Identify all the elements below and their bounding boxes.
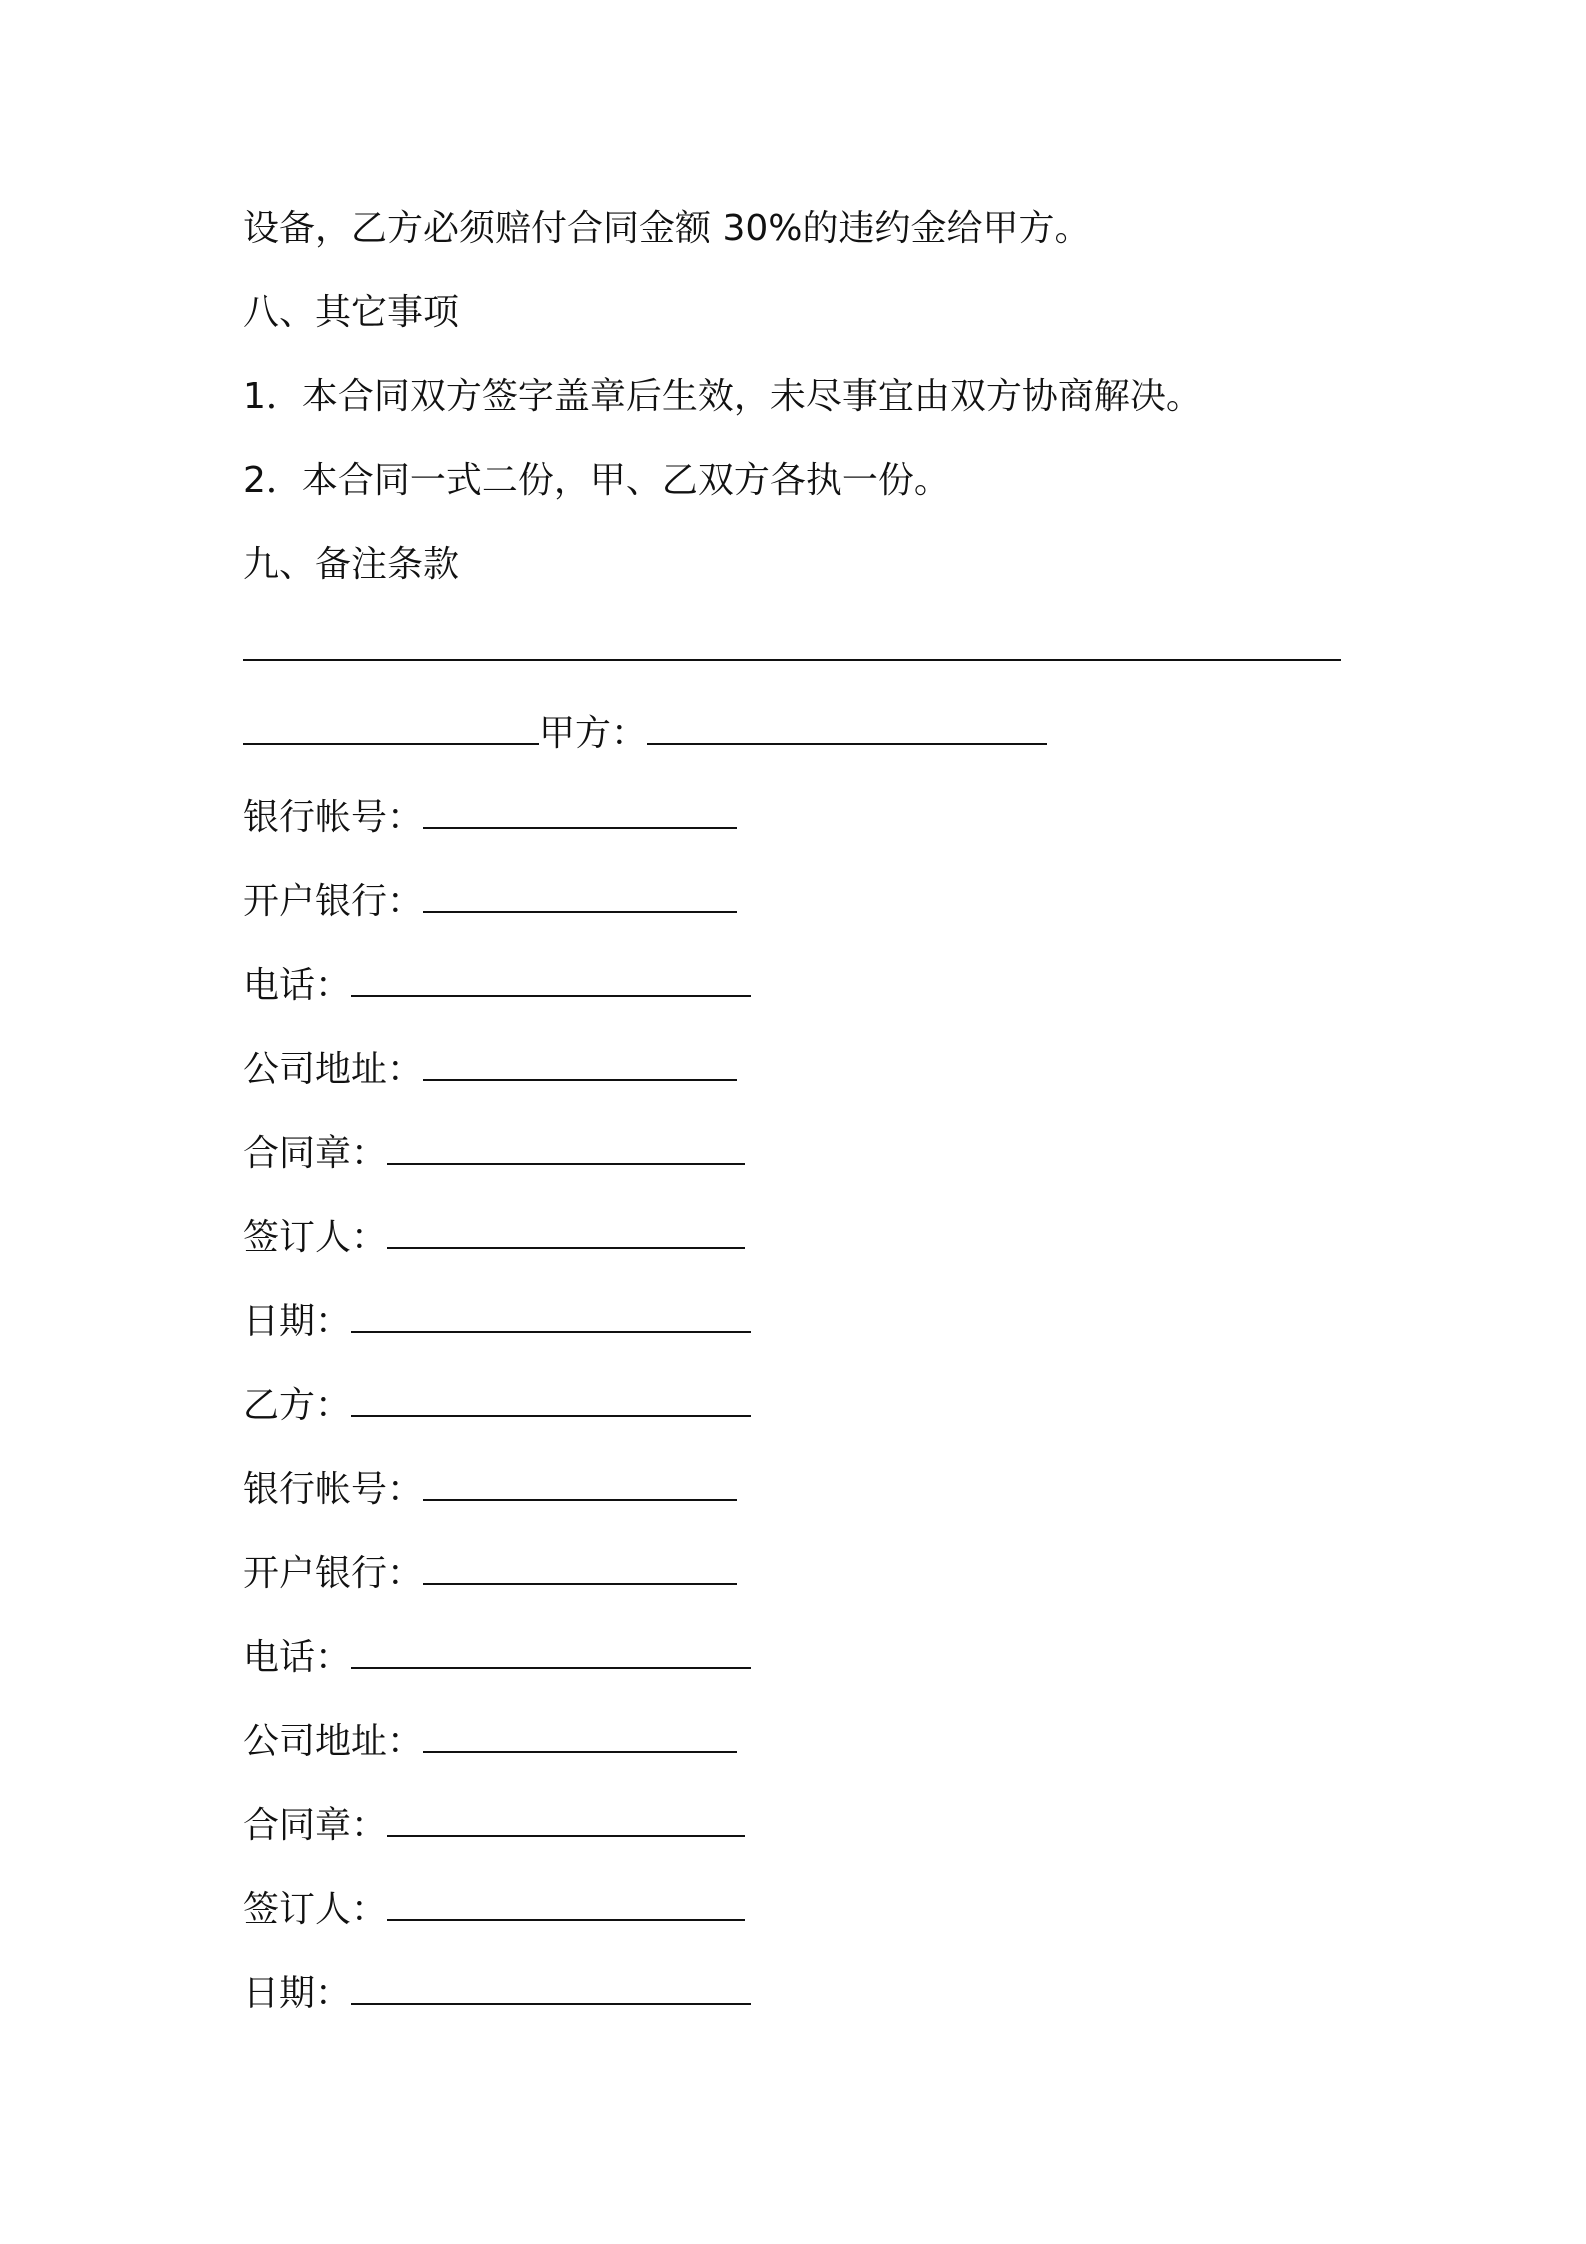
party-a-bank-account-label: 银行帐号：	[243, 797, 424, 838]
party-a-seal-row	[243, 1129, 745, 1177]
party-b-bank-account-row	[243, 1465, 737, 1513]
party-b-seal-blank[interactable]	[387, 1801, 745, 1837]
party-b-bank-row	[243, 1549, 737, 1597]
party-a-address-label: 公司地址：	[243, 1049, 424, 1090]
party-b-address-row	[243, 1717, 737, 1765]
party-a-signer-blank[interactable]	[387, 1213, 745, 1249]
party-a-seal-label: 合同章：	[243, 1133, 388, 1174]
party-a-bank-label: 开户银行：	[243, 881, 424, 922]
party-b-signer-label: 签订人：	[243, 1889, 388, 1930]
party-b-date-label: 日期：	[243, 1973, 352, 2014]
party-a-date-label: 日期：	[243, 1301, 352, 1342]
section-9-title: 九、备注条款	[243, 544, 460, 585]
clause-8-item-1: 1．本合同双方签字盖章后生效，未尽事宜由双方协商解决。	[243, 376, 1202, 417]
party-a-phone-blank[interactable]	[351, 961, 751, 997]
party-b-date-row	[243, 1969, 751, 2017]
party-b-blank[interactable]	[351, 1381, 751, 1417]
party-b-seal-row	[243, 1801, 745, 1849]
party-a-phone-label: 电话：	[243, 965, 352, 1006]
party-a-address-blank[interactable]	[423, 1045, 737, 1081]
party-b-bank-account-label: 银行帐号：	[243, 1469, 424, 1510]
party-a-label: 甲方：	[539, 713, 648, 754]
party-b-signer-row	[243, 1885, 745, 1933]
party-a-bank-row	[243, 877, 737, 925]
party-a-signer-label: 签订人：	[243, 1217, 388, 1258]
penalty-clause-tail: 设备，乙方必须赔付合同金额 30%的违约金给甲方。	[243, 208, 1091, 249]
clause-8-item-2: 2．本合同一式二份，甲、乙双方各执一份。	[243, 460, 950, 501]
party-a-date-blank[interactable]	[351, 1297, 751, 1333]
remarks-line	[243, 625, 1341, 673]
remarks-blank[interactable]	[243, 625, 1341, 661]
party-b-signer-blank[interactable]	[387, 1885, 745, 1921]
party-b-address-blank[interactable]	[423, 1717, 737, 1753]
party-a-signer-row	[243, 1213, 745, 1261]
party-a-seal-blank[interactable]	[387, 1129, 745, 1165]
party-a-date-row	[243, 1297, 751, 1345]
party-b-date-blank[interactable]	[351, 1969, 751, 2005]
party-b-seal-label: 合同章：	[243, 1805, 388, 1846]
party-b-address-label: 公司地址：	[243, 1721, 424, 1762]
party-b-phone-blank[interactable]	[351, 1633, 751, 1669]
remarks-blank-tail[interactable]	[243, 709, 539, 745]
party-a-blank[interactable]	[647, 709, 1047, 745]
party-a-phone-row	[243, 961, 751, 1009]
party-a-bank-account-blank[interactable]	[423, 793, 737, 829]
party-b-phone-label: 电话：	[243, 1637, 352, 1678]
party-a-bank-account-row	[243, 793, 737, 841]
party-b-bank-blank[interactable]	[423, 1549, 737, 1585]
section-8-title: 八、其它事项	[243, 292, 460, 333]
party-a-row	[243, 709, 1047, 757]
party-b-phone-row	[243, 1633, 751, 1681]
party-a-bank-blank[interactable]	[423, 877, 737, 913]
party-b-label: 乙方：	[243, 1385, 352, 1426]
party-b-row	[243, 1381, 751, 1429]
party-b-bank-account-blank[interactable]	[423, 1465, 737, 1501]
party-a-address-row	[243, 1045, 737, 1093]
party-b-bank-label: 开户银行：	[243, 1553, 424, 1594]
